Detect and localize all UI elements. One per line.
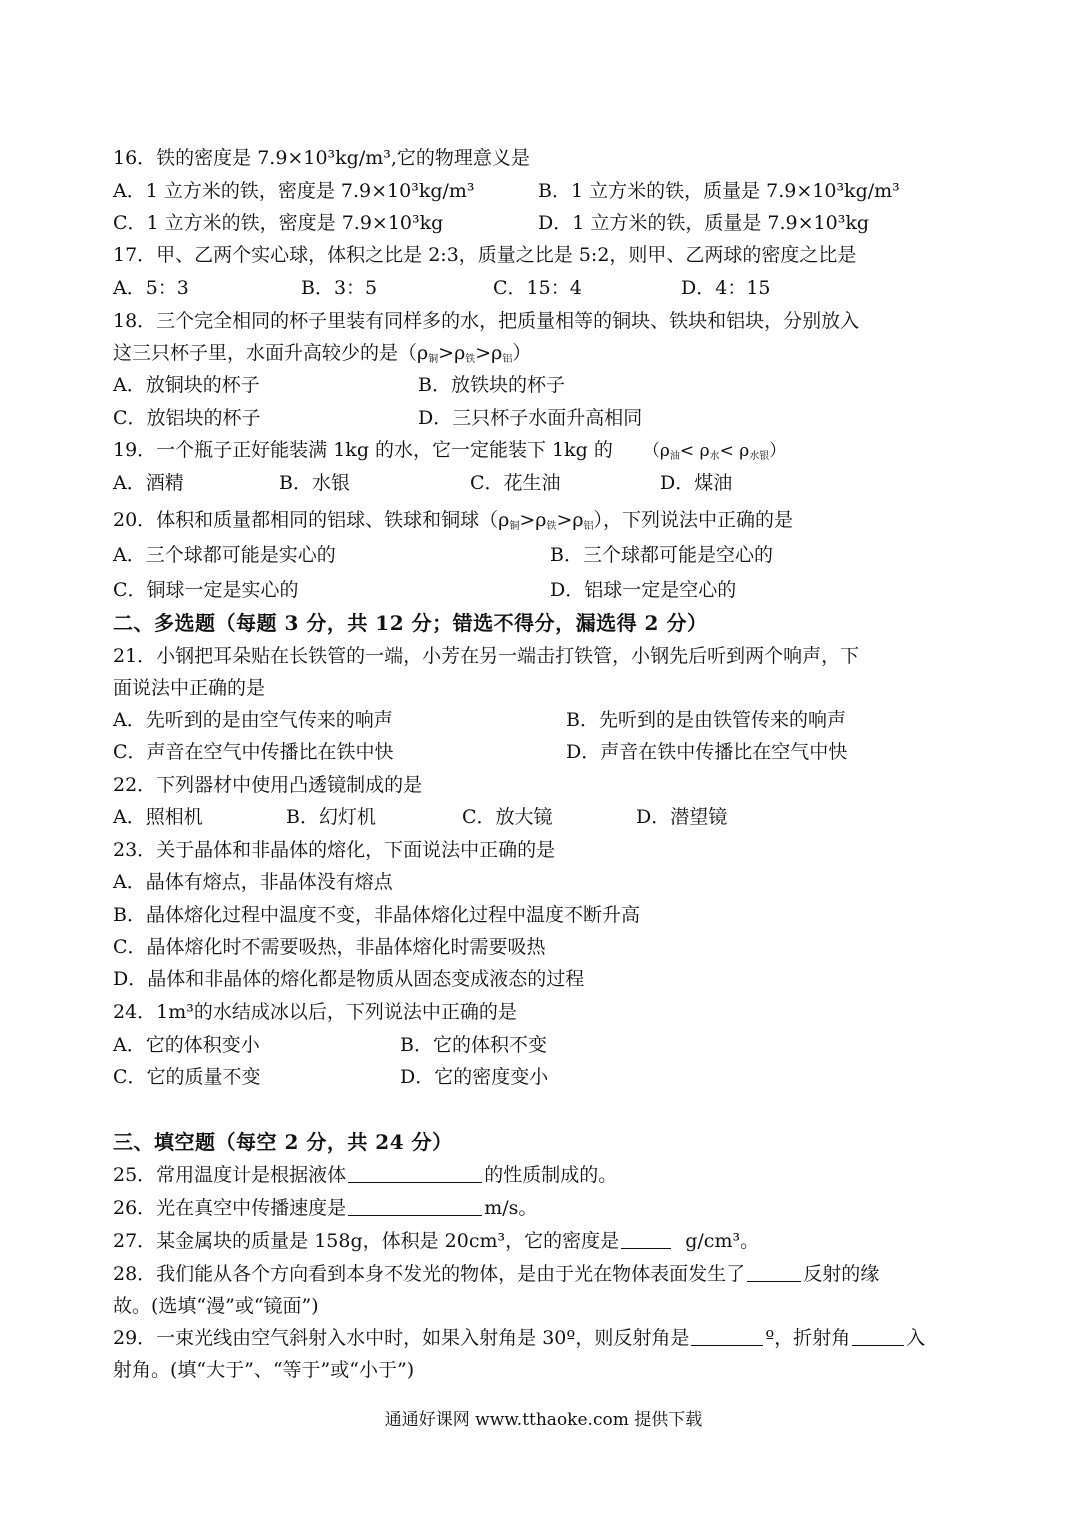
question-19-options (113, 467, 983, 499)
answer-blank[interactable] (348, 1195, 482, 1216)
question-20-stem-text: 20．体积和质量都相同的铝球、铁球和铜球（ρ (113, 509, 510, 531)
question-17-options (113, 272, 983, 304)
question-20-stem (113, 504, 983, 536)
question-19-stem (113, 434, 983, 466)
subscript-iron: 铁 (465, 354, 476, 365)
question-20-option-c: C．铜球一定是实心的 (113, 579, 299, 601)
question-16-option-a: A．1 立方米的铁，密度是 7.9×10³kg/m³ (113, 180, 475, 202)
section-2-heading: 二、多选题（每题 3 分，共 12 分；错选不得分，漏选得 2 分） (113, 611, 708, 635)
closing-paren: ） (769, 441, 787, 461)
question-23-stem: 23．关于晶体和非晶体的熔化，下面说法中正确的是 (113, 839, 556, 861)
question-24-options-row-1 (113, 1029, 983, 1061)
question-16-option-b: B．1 立方米的铁，质量是 7.9×10³kg/m³ (538, 180, 900, 202)
subscript-aluminium: 铝 (502, 354, 513, 365)
question-18-option-a: A．放铜块的杯子 (113, 374, 260, 396)
subscript-copper: 铜 (428, 354, 439, 365)
question-21-stem-line-1: 21．小钢把耳朵贴在长铁管的一端，小芳在另一端击打铁管，小钢先后听到两个响声，下 (113, 645, 860, 667)
question-24-option-a: A．它的体积变小 (113, 1034, 260, 1056)
subscript-iron: 铁 (546, 521, 557, 532)
question-19-option-a: A．酒精 (113, 472, 184, 494)
question-24-options-row-2 (113, 1061, 983, 1093)
question-23-option-a: A．晶体有熔点，非晶体没有熔点 (113, 871, 393, 893)
question-21-option-b: B．先听到的是由铁管传来的响声 (566, 709, 846, 731)
answer-blank[interactable] (747, 1261, 801, 1282)
question-17-option-d: D．4：15 (681, 277, 771, 299)
question-27-tail: g/cm³。 (685, 1230, 760, 1252)
question-18-options-row-1 (113, 369, 983, 401)
question-26-tail: m/s。 (484, 1197, 538, 1219)
less-than-sign: < ρ (679, 441, 710, 461)
subscript-water: 水 (709, 451, 720, 462)
question-22-option-d: D．潜望镜 (636, 806, 728, 828)
greater-than-sign: >ρ (438, 342, 466, 364)
question-24-stem: 24．1m³的水结成冰以后，下列说法中正确的是 (113, 1001, 517, 1023)
question-26-text: 26．光在真空中传播速度是 (113, 1197, 347, 1219)
question-17-stem: 17．甲、乙两个实心球，体积之比是 2:3，质量之比是 5:2，则甲、乙两球的密度之比是 (113, 244, 857, 266)
page-footer: 通通好课网 www.tthaoke.com 提供下载 (384, 1410, 703, 1430)
answer-blank[interactable] (621, 1228, 671, 1249)
question-21-option-c: C．声音在空气中传播比在铁中快 (113, 741, 394, 763)
question-29-text: 29．一束光线由空气斜射入水中时，如果入射角是 30º，则反射角是 (113, 1327, 690, 1349)
answer-blank[interactable] (348, 1162, 482, 1183)
question-24-option-d: D．它的密度变小 (400, 1066, 549, 1088)
question-18-stem-line-1: 18．三个完全相同的杯子里装有同样多的水，把质量相等的铜块、铁块和铝块，分别放入 (113, 310, 860, 332)
question-21-stem-line-2: 面说法中正确的是 (113, 677, 266, 699)
question-23-option-b: B．晶体熔化过程中温度不变，非晶体熔化过程中温度不断升高 (113, 904, 640, 926)
subscript-copper: 铜 (509, 521, 520, 532)
question-18-option-c: C．放铝块的杯子 (113, 407, 261, 429)
question-20-stem-tail: ），下列说法中正确的是 (593, 509, 794, 531)
question-21-option-a: A．先听到的是由空气传来的响声 (113, 709, 393, 731)
question-20-options-row-1 (113, 539, 983, 571)
question-18-stem-text: 这三只杯子里，水面升高较少的是（ρ (113, 342, 429, 364)
question-18-stem-line-2 (113, 337, 983, 369)
question-16-options-row-1 (113, 175, 983, 207)
question-28-text: 28．我们能从各个方向看到本身不发光的物体，是由于光在物体表面发生了 (113, 1263, 746, 1285)
question-16-option-c: C．1 立方米的铁，密度是 7.9×10³kg (113, 212, 444, 234)
question-23-option-d: D．晶体和非晶体的熔化都是物质从固态变成液态的过程 (113, 968, 585, 990)
question-20-option-d: D．铝球一定是空心的 (550, 579, 737, 601)
question-20-option-a: A．三个球都可能是实心的 (113, 544, 336, 566)
question-21-options-row-2 (113, 736, 983, 768)
question-28-line-1 (113, 1258, 983, 1290)
answer-blank[interactable] (852, 1325, 904, 1346)
question-16-option-d: D．1 立方米的铁，质量是 7.9×10³kg (538, 212, 870, 234)
subscript-mercury: 水银 (749, 451, 770, 462)
question-29-line-1 (113, 1322, 983, 1354)
question-19-option-b: B．水银 (279, 472, 350, 494)
question-20-option-b: B．三个球都可能是空心的 (550, 544, 773, 566)
question-16-options-row-2 (113, 207, 983, 239)
question-18-options-row-2 (113, 402, 983, 434)
question-18-option-d: D．三只杯子水面升高相同 (418, 407, 643, 429)
question-26 (113, 1192, 983, 1224)
question-25-text: 25．常用温度计是根据液体 (113, 1164, 347, 1186)
question-22-option-a: A．照相机 (113, 806, 203, 828)
question-27-text: 27．某金属块的质量是 158g，体积是 20cm³，它的密度是 (113, 1230, 620, 1252)
question-22-option-c: C．放大镜 (462, 806, 553, 828)
question-23-option-c: C．晶体熔化时不需要吸热，非晶体熔化时需要吸热 (113, 936, 546, 958)
greater-than-sign: >ρ (519, 509, 547, 531)
question-17-option-a: A．5：3 (113, 277, 189, 299)
question-21-option-d: D．声音在铁中传播比在空气中快 (566, 741, 848, 763)
question-17-option-b: B．3：5 (301, 277, 378, 299)
question-19-option-c: C．花生油 (470, 472, 561, 494)
question-29-mid: º，折射角 (765, 1327, 851, 1349)
subscript-aluminium: 铝 (583, 521, 594, 532)
greater-than-sign: >ρ (475, 342, 503, 364)
question-22-option-b: B．幻灯机 (286, 806, 376, 828)
question-28-tail: 反射的缘 (803, 1263, 880, 1285)
density-comparison (643, 441, 786, 461)
less-than-sign: < ρ (719, 441, 750, 461)
question-21-options-row-1 (113, 704, 983, 736)
section-3-heading: 三、填空题（每空 2 分，共 24 分） (113, 1130, 453, 1154)
closing-paren: ） (512, 342, 532, 364)
answer-blank[interactable] (691, 1325, 763, 1346)
greater-than-sign: >ρ (556, 509, 584, 531)
question-20-options-row-2 (113, 574, 983, 606)
question-25-tail: 的性质制成的。 (484, 1164, 618, 1186)
question-18-option-b: B．放铁块的杯子 (418, 374, 565, 396)
question-29-line-2: 射角。(填“大于”、“等于”或“小于”) (113, 1359, 415, 1381)
question-22-stem: 22．下列器材中使用凸透镜制成的是 (113, 774, 423, 796)
question-24-option-b: B．它的体积不变 (400, 1034, 547, 1056)
question-19-stem-text: 19．一个瓶子正好能装满 1kg 的水，它一定能装下 1kg 的 (113, 439, 613, 461)
question-19-option-d: D．煤油 (660, 472, 733, 494)
subscript-oil: 油 (669, 451, 680, 462)
question-17-option-c: C．15：4 (493, 277, 582, 299)
comparison-text: （ρ (642, 441, 670, 461)
question-16-stem: 16．铁的密度是 7.9×10³kg/m³,它的物理意义是 (113, 147, 530, 169)
question-28-line-2: 故。(选填“漫”或“镜面”) (113, 1295, 319, 1317)
question-29-tail: 入 (906, 1327, 926, 1349)
question-22-options (113, 801, 983, 833)
question-25 (113, 1159, 983, 1191)
question-27 (113, 1225, 983, 1257)
question-24-option-c: C．它的质量不变 (113, 1066, 261, 1088)
